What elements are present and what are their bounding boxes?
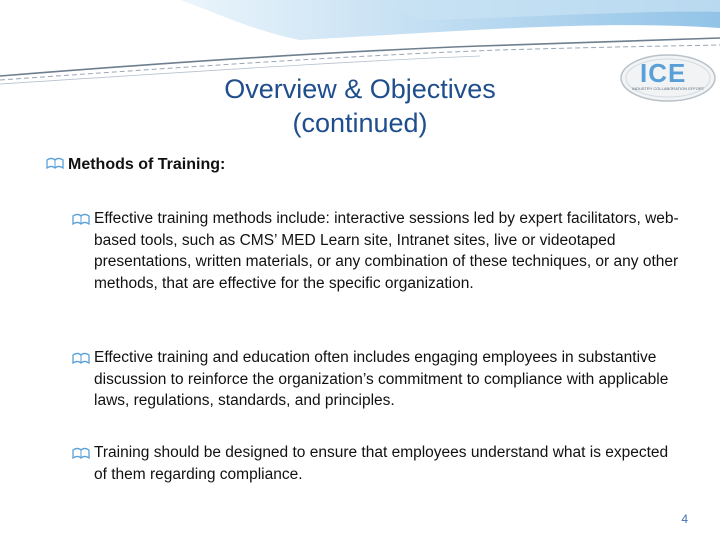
logo-text: ICE bbox=[640, 58, 687, 88]
list-item bbox=[74, 347, 680, 412]
list-item-text: Effective training methods include: interactive sessions led by expert facilitators, web-based tools, such as CMS’ MED Learn site, Intranet sites, live or videotaped presentations, written materials, or any combination of these techniques, or any other methods, that are effective for the specific organization. bbox=[94, 210, 679, 292]
open-book-bullet-icon bbox=[72, 212, 90, 226]
list-item bbox=[74, 208, 680, 294]
title-line-2: (continued) bbox=[292, 108, 428, 138]
open-book-bullet-icon bbox=[46, 156, 64, 170]
open-book-bullet-icon bbox=[72, 351, 90, 365]
ice-logo bbox=[618, 52, 718, 104]
section-heading-label: Methods of Training: bbox=[68, 156, 226, 173]
list-item bbox=[74, 442, 680, 485]
slide-title bbox=[140, 72, 580, 140]
open-book-bullet-icon bbox=[72, 446, 90, 460]
title-line-1: Overview & Objectives bbox=[224, 74, 496, 104]
list-item-text: Effective training and education often includes engaging employees in substantive discussion to reinforce the organization’s commitment to compliance with applicable laws, regulations, standards, and principles. bbox=[94, 349, 669, 409]
section-heading bbox=[46, 156, 225, 174]
page-number: 4 bbox=[681, 512, 688, 526]
list-item-text: Training should be designed to ensure that employees understand what is expected of them regarding compliance. bbox=[94, 444, 669, 483]
logo-subtext: INDUSTRY COLLABORATION EFFORT bbox=[632, 86, 705, 91]
